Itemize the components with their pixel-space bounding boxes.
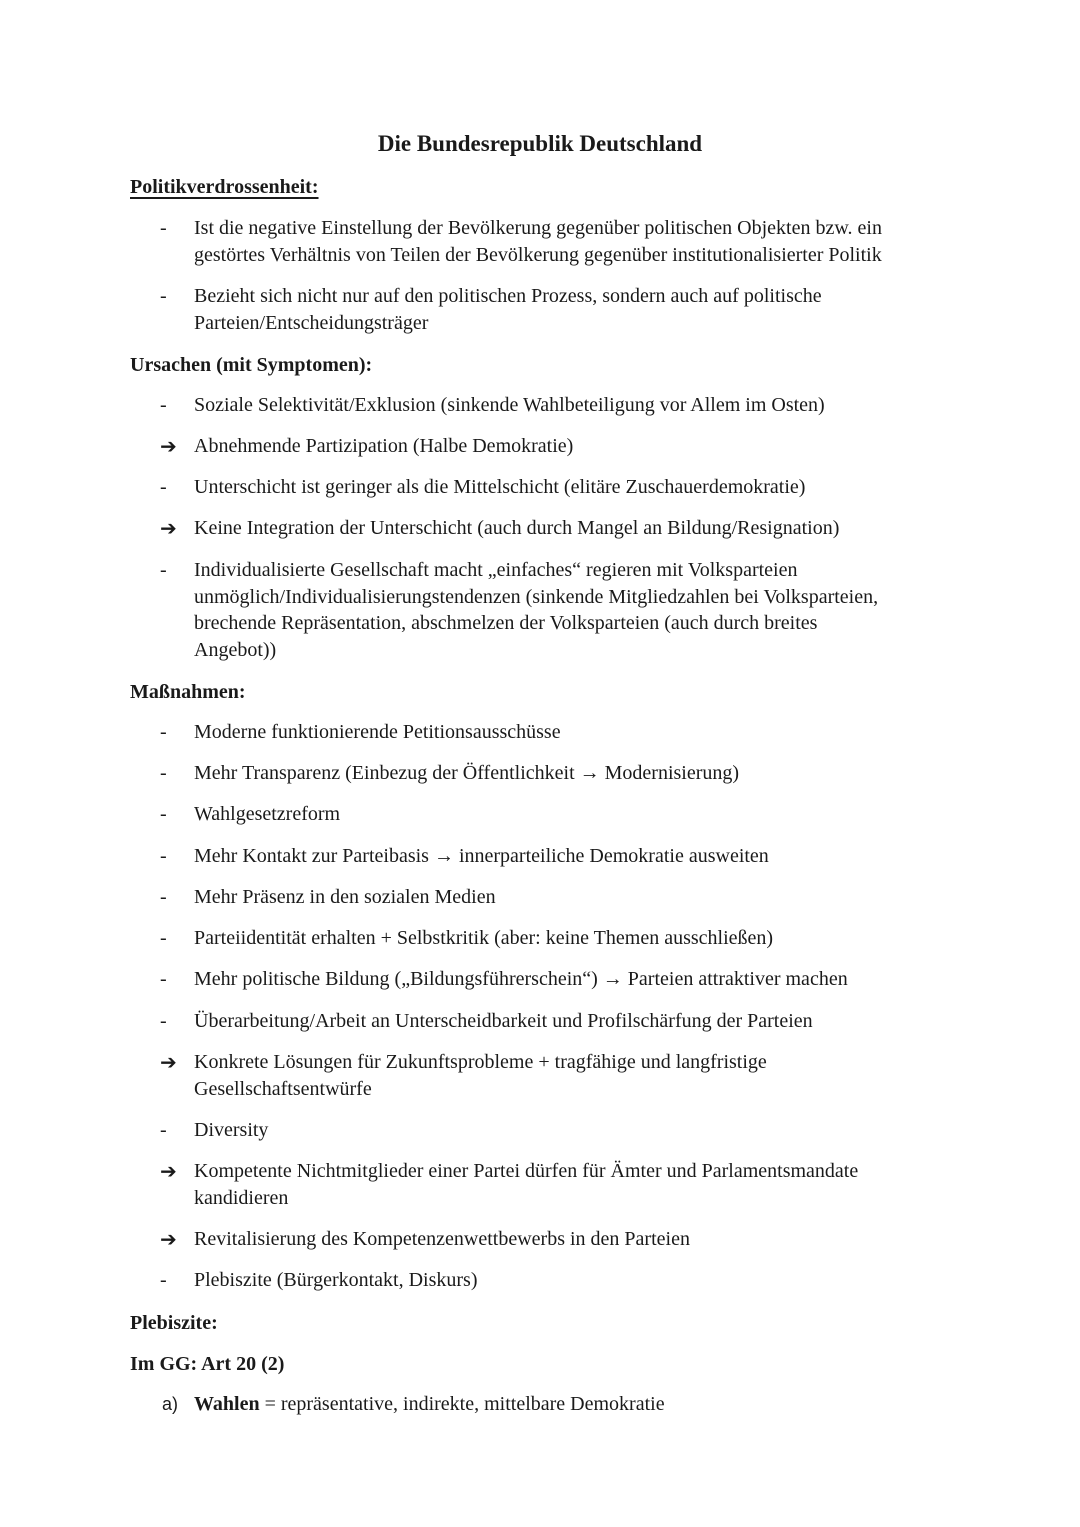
list-item-line: Bezieht sich nicht nur auf den politischen Prozess, sondern auch auf politische [194, 285, 822, 307]
list-item-line: Wahlgesetzreform [194, 803, 341, 825]
term-bold: Wahlen [194, 1393, 260, 1415]
list-item-line: Plebiszite (Bürgerkontakt, Diskurs) [194, 1269, 478, 1291]
list-item-line: Kompetente Nichtmitglieder einer Partei dürfen für Ämter und Parlamentsmandate [194, 1160, 859, 1182]
list-item-line: Überarbeitung/Arbeit an Unterscheidbarkeit und Profilschärfung der Parteien [194, 1010, 813, 1032]
dash-bullet: - [160, 803, 167, 825]
dash-bullet: - [160, 559, 167, 581]
list-item-line: Revitalisierung des Kompetenzenwettbewerbs in den Parteien [194, 1228, 690, 1250]
dash-bullet: - [160, 285, 167, 307]
arrow-right-icon: ➔ [160, 516, 177, 540]
list-item-line: Parteiidentität erhalten + Selbstkritik (aber: keine Themen ausschließen) [194, 927, 774, 949]
dash-bullet: - [160, 721, 167, 743]
list-item-line: Parteien/Entscheidungsträger [194, 311, 429, 334]
arrow-right-icon: ➔ [160, 434, 177, 458]
arrow-right-icon: ➔ [160, 1050, 177, 1074]
list-item-line: Keine Integration der Unterschicht (auch durch Mangel an Bildung/Resignation) [194, 517, 840, 539]
list-item-line: gestörtes Verhältnis von Teilen der Bevölkerung gegenüber institutionalisierter Politik [194, 243, 882, 266]
list-item-line: Abnehmende Partizipation (Halbe Demokratie) [194, 435, 574, 457]
dash-bullet: - [160, 1269, 167, 1291]
list-item-line: Mehr Transparenz (Einbezug der Öffentlichkeit → Modernisierung) [194, 762, 740, 784]
section-subheading-gg: Im GG: Art 20 (2) [130, 1353, 285, 1375]
section-heading-ursachen: Ursachen (mit Symptomen): [130, 354, 373, 376]
list-item-line: kandidieren [194, 1186, 289, 1209]
dash-bullet: - [160, 886, 167, 908]
list-item-line: Mehr Kontakt zur Parteibasis → innerparteiliche Demokratie ausweiten [194, 845, 769, 867]
list-item-line: Angebot)) [194, 638, 277, 661]
list-item-line: brechende Repräsentation, abschmelzen der Volksparteien (auch durch breites [194, 612, 818, 634]
list-item-line: Diversity [194, 1119, 269, 1141]
section-heading-massnahmen: Maßnahmen: [130, 681, 246, 703]
dash-bullet: - [160, 476, 167, 498]
list-item-line: Konkrete Lösungen für Zukunftsprobleme + tragfähige und langfristige [194, 1051, 767, 1073]
section-heading-plebiszite: Plebiszite: [130, 1312, 218, 1334]
list-item-line: Mehr Präsenz in den sozialen Medien [194, 886, 496, 908]
page-title: Die Bundesrepublik Deutschland [377, 131, 703, 156]
list-item-line: Individualisierte Gesellschaft macht „einfaches“ regieren mit Volksparteien [194, 559, 798, 581]
dash-bullet: - [160, 762, 167, 784]
dash-bullet: - [160, 927, 167, 949]
dash-bullet: - [160, 217, 167, 239]
list-item-line: Ist die negative Einstellung der Bevölkerung gegenüber politischen Objekten bzw. ein [194, 217, 882, 239]
letter-marker: a) [162, 1394, 179, 1414]
list-item-line: Unterschicht ist geringer als die Mittelschicht (elitäre Zuschauerdemokratie) [194, 476, 806, 498]
list-item-line: Mehr politische Bildung („Bildungsführerschein“) → Parteien attraktiver machen [194, 968, 848, 990]
dash-bullet: - [160, 1010, 167, 1032]
arrow-right-icon: ➔ [160, 1227, 177, 1251]
arrow-right-icon: ➔ [160, 1159, 177, 1183]
dash-bullet: - [160, 968, 167, 990]
list-item-line: unmöglich/Individualisierungstendenzen (sinkende Mitgliedzahlen bei Volksparteien, [194, 585, 879, 608]
list-item-line: Moderne funktionierende Petitionsausschüsse [194, 721, 561, 743]
term-definition: = repräsentative, indirekte, mittelbare Demokratie [259, 1393, 665, 1415]
dash-bullet: - [160, 845, 167, 867]
dash-bullet: - [160, 394, 167, 416]
list-item-line: Soziale Selektivität/Exklusion (sinkende Wahlbeteiligung vor Allem im Osten) [194, 394, 825, 416]
dash-bullet: - [160, 1119, 167, 1141]
section-heading-politikverdrossenheit: Politikverdrossenheit: [130, 176, 319, 198]
list-item-line: Gesellschaftsentwürfe [194, 1077, 372, 1100]
